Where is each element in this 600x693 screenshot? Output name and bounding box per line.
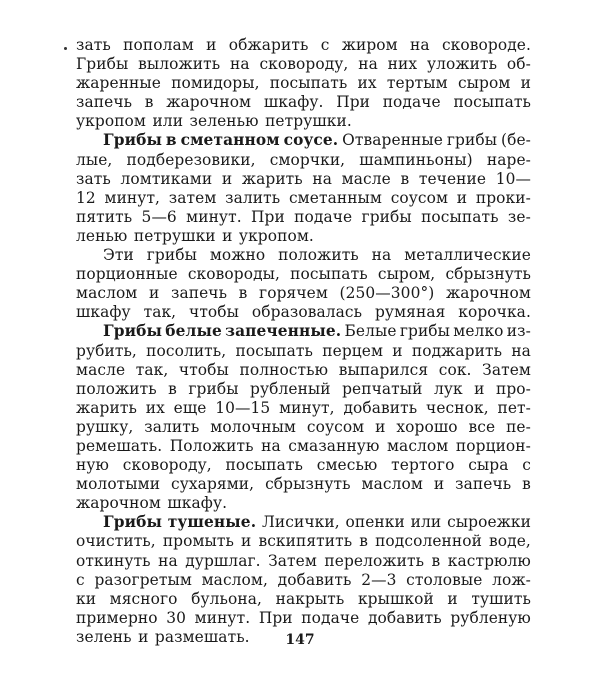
text-line — [76, 418, 531, 437]
word: сковороды, — [187, 265, 280, 284]
word: с — [522, 456, 531, 475]
word: запечь — [170, 284, 228, 303]
word: посыпать — [453, 93, 531, 112]
word: посыпать — [290, 265, 368, 284]
word: рушку, — [76, 417, 134, 436]
word: посыпать — [235, 341, 314, 360]
heading-word: Грибы — [103, 322, 162, 341]
word: накрыть — [275, 589, 345, 608]
word: и — [447, 589, 458, 608]
word: наре- — [486, 150, 531, 169]
word: зелень — [76, 627, 132, 646]
word: дуршлаг. — [185, 551, 261, 570]
word: в — [144, 93, 154, 112]
word: и — [474, 379, 485, 398]
word: сморчки, — [269, 150, 346, 169]
word: в — [238, 284, 248, 303]
word: залить — [144, 417, 200, 436]
word: укропом. — [238, 226, 314, 245]
word: добавить — [277, 570, 352, 589]
word: (250—300°) — [339, 284, 435, 303]
word: воде, — [489, 532, 531, 551]
word: зать — [76, 36, 111, 54]
print-speck — [64, 47, 67, 50]
word: на — [371, 246, 392, 265]
word: опенки — [345, 513, 405, 532]
recipe-text — [76, 36, 531, 647]
word: рубленый — [250, 379, 331, 398]
word: промыть — [162, 532, 235, 551]
text-line — [76, 170, 531, 189]
word: течение — [418, 169, 487, 188]
word: сбрызнуть — [265, 475, 351, 494]
word: сок. — [438, 360, 472, 379]
text-line — [76, 380, 531, 399]
word: петрушки. — [265, 112, 352, 131]
heading-word: тушеные. — [167, 513, 257, 532]
word: сыром — [457, 74, 511, 93]
word: жиром — [341, 36, 398, 54]
word: корочка. — [458, 303, 531, 322]
word: минут, — [279, 398, 335, 417]
word: образовалась — [251, 303, 363, 322]
word: грибы — [399, 322, 451, 341]
word: сметанным — [288, 188, 382, 207]
word: соусом — [306, 417, 365, 436]
word: залить — [225, 188, 281, 207]
word: запечь — [455, 475, 512, 494]
word: переложить — [324, 551, 425, 570]
word: жаренные — [76, 74, 161, 93]
text-line — [76, 189, 531, 208]
word: рубить, — [76, 341, 137, 360]
word: 10—15 — [215, 398, 271, 417]
word: 30 — [166, 608, 187, 627]
word: сыроежки — [447, 513, 531, 532]
word: примерно — [76, 608, 158, 627]
word: кастрюлю — [447, 551, 531, 570]
text-line — [76, 322, 531, 341]
heading-word: запеченные. — [225, 322, 342, 341]
word: 10— — [495, 169, 531, 188]
text-line — [76, 74, 531, 93]
word: на — [410, 36, 430, 54]
word: тертым — [386, 74, 448, 93]
word: порцион- — [455, 436, 531, 455]
word: их — [145, 398, 165, 417]
word: зе- — [507, 207, 531, 226]
word: мелко — [453, 322, 504, 341]
word: шкафу — [76, 303, 131, 322]
word: рубленую — [450, 608, 531, 627]
text-line — [76, 93, 531, 112]
word: положить — [278, 246, 359, 265]
word: на — [358, 55, 378, 74]
word: зать — [76, 169, 111, 188]
word: посыпать — [269, 74, 348, 93]
word: бульона, — [191, 589, 262, 608]
word: и — [375, 417, 386, 436]
word: на — [511, 341, 531, 360]
word: маслом — [361, 475, 423, 494]
word: разогретым — [94, 570, 192, 589]
text-line — [76, 55, 531, 74]
heading-word: Грибы — [103, 513, 162, 532]
word: сухарями, — [171, 475, 255, 494]
word: ленью — [76, 226, 128, 245]
word: репчатый — [342, 379, 423, 398]
word: и — [392, 341, 403, 360]
word: порционные — [76, 265, 178, 284]
word: горячем — [259, 284, 328, 303]
word: очистить, — [76, 532, 156, 551]
word: добавить — [343, 398, 418, 417]
word: запечь — [76, 93, 133, 112]
word: и — [241, 532, 252, 551]
word: на — [312, 169, 333, 188]
word: и — [138, 627, 149, 646]
text-line — [76, 399, 531, 418]
text-line — [76, 208, 531, 227]
word: или — [152, 112, 184, 131]
word: сковороде. — [441, 36, 531, 54]
word: соусом — [390, 188, 449, 207]
text-line — [76, 361, 531, 380]
word: и — [222, 226, 233, 245]
word: ломтиками — [120, 169, 213, 188]
word: в — [168, 379, 177, 398]
heading-word: сметанном — [180, 131, 280, 150]
heading-word: в — [165, 131, 177, 150]
word: 12 — [76, 188, 96, 207]
word: пятить — [76, 207, 133, 226]
word: и — [520, 74, 531, 93]
word: поджарить — [411, 341, 503, 360]
word: с — [320, 36, 330, 54]
word: подаче — [382, 93, 441, 112]
word: про- — [495, 379, 531, 398]
word: сыра — [468, 456, 509, 475]
word: и — [206, 36, 217, 54]
text-line — [76, 342, 531, 361]
word: об- — [506, 55, 531, 74]
word: проки- — [475, 188, 531, 207]
word: пополам — [123, 36, 194, 54]
word: жарить — [76, 398, 137, 417]
word: на — [230, 55, 250, 74]
word: минут. — [194, 608, 251, 627]
text-line — [76, 475, 531, 494]
word: или — [410, 513, 442, 532]
word: уложить — [426, 55, 498, 74]
word: полностью — [239, 360, 329, 379]
word: них — [387, 55, 418, 74]
word: тушить — [471, 589, 531, 608]
word: и — [433, 475, 445, 494]
word: сковороду, — [122, 456, 212, 475]
word: жарить — [241, 169, 303, 188]
word: чтобы — [189, 303, 240, 322]
word: размешать. — [154, 627, 250, 646]
word: чеснок, — [426, 398, 489, 417]
word: обжарить — [228, 36, 309, 54]
word: перцем — [322, 341, 384, 360]
word: можно — [209, 246, 266, 265]
word: крышкой — [357, 589, 434, 608]
text-line — [76, 456, 531, 475]
word: мясного — [109, 589, 178, 608]
word: ремешать. — [76, 436, 163, 455]
word: Грибы — [76, 55, 129, 74]
word: в — [400, 169, 410, 188]
word: тертого — [391, 456, 455, 475]
text-line — [76, 265, 531, 284]
word: грибы — [188, 379, 239, 398]
text-line — [76, 437, 531, 456]
word: затем — [168, 188, 217, 207]
text-line — [76, 571, 531, 590]
word: Отваренные — [342, 131, 443, 150]
word: сбрызнуть — [445, 265, 531, 284]
word: положить — [76, 379, 157, 398]
word: 5—6 — [141, 207, 177, 226]
word: грибы — [146, 246, 197, 265]
word: посыпать — [421, 207, 499, 226]
word: Белые — [344, 322, 397, 341]
word: лук — [433, 379, 463, 398]
word: ную — [76, 456, 110, 475]
heading-word: Грибы — [103, 131, 162, 150]
text-line — [76, 227, 531, 246]
word: и — [456, 188, 468, 207]
word: петрушки — [133, 226, 216, 245]
word: подберезовики, — [126, 150, 256, 169]
text-line — [76, 36, 531, 55]
word: на — [261, 436, 281, 455]
word: посолить, — [146, 341, 227, 360]
word: металлические — [404, 246, 531, 265]
word: жарочном — [76, 494, 161, 513]
heading-word: белые — [165, 322, 222, 341]
word: с — [76, 570, 85, 589]
text-line — [76, 532, 531, 551]
word: жарочном — [166, 93, 252, 112]
word: лож- — [492, 570, 531, 589]
text-line — [76, 609, 531, 628]
word: сковороду, — [259, 55, 349, 74]
text-line — [76, 590, 531, 609]
word: Затем — [482, 360, 531, 379]
word: грибы — [446, 131, 498, 150]
word: грибы — [361, 207, 412, 226]
word: хорошо — [396, 417, 458, 436]
text-line — [76, 552, 531, 571]
word: шампиньоны) — [359, 150, 473, 169]
word: и — [221, 169, 233, 188]
word: еще — [173, 398, 207, 417]
word: столовые — [406, 570, 483, 589]
word: так, — [143, 303, 177, 322]
word: их — [357, 74, 377, 93]
word: маслом — [76, 284, 138, 303]
word: на — [158, 551, 178, 570]
word: лые, — [76, 150, 113, 169]
text-line — [76, 513, 531, 532]
word: масле — [341, 169, 391, 188]
word: Затем — [268, 551, 317, 570]
word: в — [359, 532, 369, 551]
word: жарочном — [445, 284, 531, 303]
text-line — [76, 284, 531, 303]
text-line — [76, 494, 531, 513]
word: пе- — [506, 417, 531, 436]
word: молотыми — [76, 475, 161, 494]
word: и — [149, 284, 160, 303]
word: Эти — [103, 246, 134, 265]
word: молочным — [210, 417, 296, 436]
word: При — [251, 207, 285, 226]
word: (бе- — [500, 131, 531, 150]
word: подаче — [301, 608, 360, 627]
word: вскипятить — [258, 532, 353, 551]
word: откинуть — [76, 551, 151, 570]
word: в — [522, 475, 531, 494]
text-line — [76, 112, 531, 131]
word: выпарился — [338, 360, 429, 379]
word: 2—3 — [361, 570, 397, 589]
word: При — [258, 608, 293, 627]
word: ки — [76, 589, 97, 608]
word: Лисички, — [261, 513, 340, 532]
page-number: 147 — [285, 632, 315, 648]
word: подсоленной — [375, 532, 482, 551]
word: маслом — [386, 436, 449, 455]
word: посыпать — [225, 456, 303, 475]
word: укропом — [76, 112, 146, 131]
word: в — [431, 551, 441, 570]
word: все — [468, 417, 496, 436]
text-line — [76, 131, 531, 150]
word: маслом, — [201, 570, 268, 589]
word: выложить — [138, 55, 221, 74]
text-line — [76, 151, 531, 170]
word: так, — [135, 360, 169, 379]
word: Положить — [169, 436, 254, 455]
word: масле — [76, 360, 126, 379]
word: шкафу. — [167, 494, 228, 513]
word: добавить — [367, 608, 442, 627]
word: минут, — [104, 188, 161, 207]
word: румяная — [374, 303, 446, 322]
word: пет- — [497, 398, 531, 417]
word: При — [336, 93, 371, 112]
text-line — [76, 303, 531, 322]
word: зеленью — [189, 112, 259, 131]
word: из- — [506, 322, 531, 341]
heading-word: соусе. — [283, 131, 339, 150]
word: шкафу. — [263, 93, 324, 112]
text-line — [76, 246, 531, 265]
word: сыром, — [377, 265, 436, 284]
word: чтобы — [178, 360, 229, 379]
word: смазанную — [288, 436, 380, 455]
word: минут. — [186, 207, 242, 226]
word: помидоры, — [171, 74, 260, 93]
word: подаче — [294, 207, 353, 226]
word: смесью — [316, 456, 378, 475]
